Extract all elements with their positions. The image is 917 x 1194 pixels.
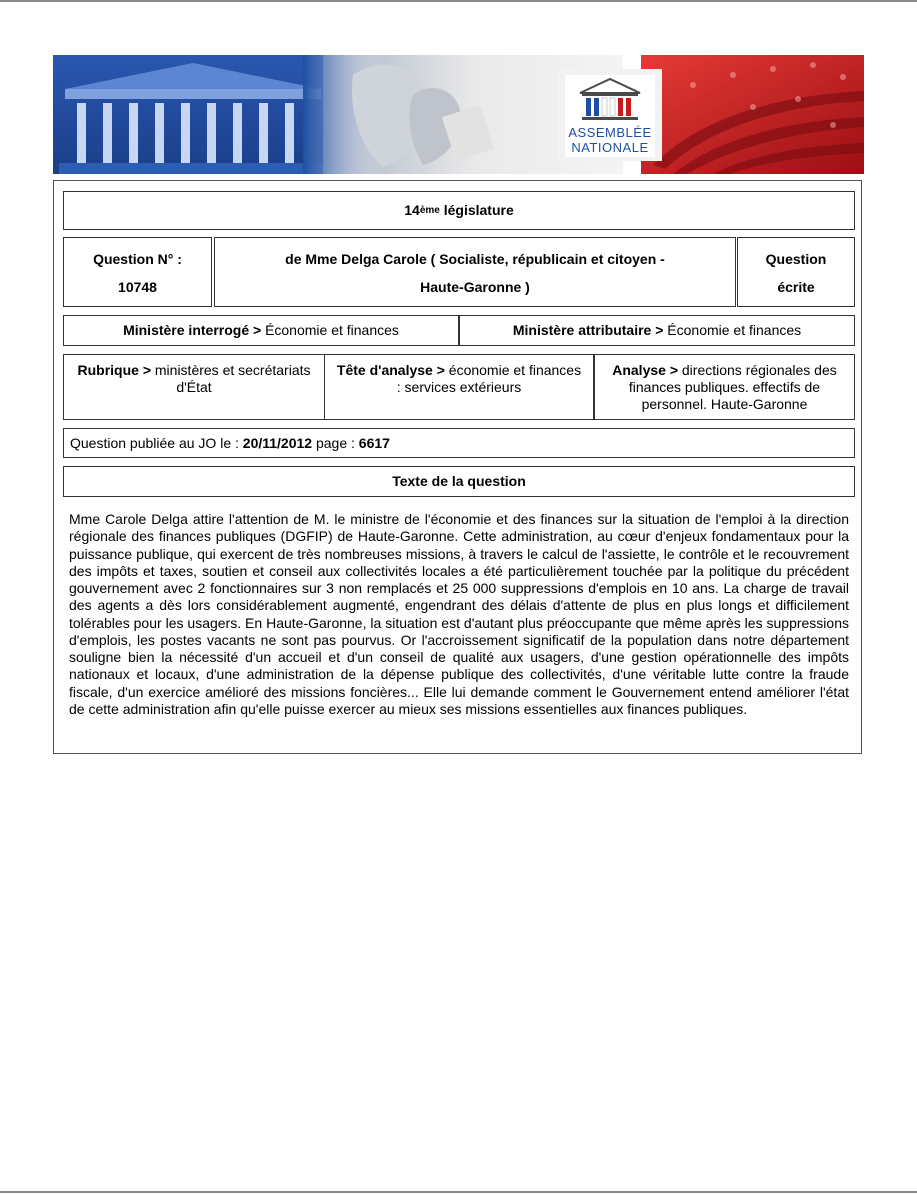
question-number-value: 10748 <box>118 279 157 295</box>
publication-prefix: Question publiée au JO le : <box>70 434 239 451</box>
rubrique-value: ministères et secrétariats d'État <box>154 362 311 395</box>
tete-analyse-box <box>324 354 594 420</box>
logo-text-line1: ASSEMBLÉE <box>568 125 652 140</box>
rubrique-box <box>63 354 325 420</box>
logo-text-line2: NATIONALE <box>571 140 649 155</box>
ministere-interroge-label: Ministère interrogé > <box>123 322 262 338</box>
question-type-box <box>737 237 855 307</box>
question-text-body: Mme Carole Delga attire l'attention de M. le ministre de l'économie et des finances sur la situation de l'emploi à la direction régionale des finances publiques (DGFIP) de Haute-Garonne. Cette administration, au cœur d'enjeux fondamentaux pour la puissance publique, qui exercent de très nombreuses missions, à travers le calcul de l'assiette, le contrôle et le recouvrement des impôts et taxes, soutien et conseil aux collectivités locales a été particulièrement touchée par la politique du précédent gouvernement avec 2 fonctionnaires sur 3 non remplacés et 25 000 suppressions d'emplois en 10 ans. La charge de travail des agents a dès lors considérablement augmenté, engendrant des délais d'attente de plus en plus longs et difficilement tolérables pour les usagers. En Haute-Garonne, la situation est d'autant plus préoccupante que même après les suppressions d'emplois, les postes vacants ne sont pas pourvus. Or l'accroissement significatif de la population dans notre département souligne bien la nécessité d'un accueil et d'un conseil de qualité aux usagers, d'une gestion opérationnelle des impôts nationaux et locaux, d'une administration de la dépense publique des collectivités, d'une véritable lutte contre la fraude fiscale, d'un exercice amélioré des missions foncières... Elle lui demande comment le Gouvernement entend améliorer l'état de cette administration afin qu'elle puisse exercer au mieux ses missions essentielles aux finances publiques. <box>69 511 849 717</box>
rubrique-label: Rubrique > <box>77 362 151 378</box>
question-number-box <box>63 237 212 307</box>
question-number-label: Question N° : <box>93 251 182 267</box>
top-rule <box>0 0 917 2</box>
publication-page-label: page : <box>315 434 355 451</box>
question-author-line2: Haute-Garonne ) <box>420 279 530 295</box>
analyse-box <box>594 354 855 420</box>
question-type-line2: écrite <box>777 279 815 295</box>
legislature-label: législature <box>443 202 514 218</box>
legislature-number: 14 <box>404 202 420 218</box>
publication-box <box>63 428 855 458</box>
tete-analyse-label: Tête d'analyse > <box>336 362 445 378</box>
question-text-heading: Texte de la question <box>63 466 855 497</box>
ministere-interroge-box <box>63 315 459 346</box>
assemblee-nationale-banner <box>53 55 864 174</box>
assemblee-nationale-logo <box>558 69 662 161</box>
ministere-attributaire-value: Économie et finances <box>667 322 802 338</box>
question-author-line1: de Mme Delga Carole ( Socialiste, républicain et citoyen - <box>285 251 665 267</box>
analyse-label: Analyse > <box>612 362 678 378</box>
ministere-interroge-value: Économie et finances <box>265 322 399 338</box>
tete-analyse-value: économie et finances : services extérieurs <box>396 362 582 395</box>
publication-page: 6617 <box>358 434 390 451</box>
question-type-line1: Question <box>765 251 827 267</box>
analyse-value: directions régionales des finances publiques. effectifs de personnel. Haute-Garonne <box>628 362 837 412</box>
question-frame <box>53 180 862 754</box>
publication-date: 20/11/2012 <box>242 434 313 451</box>
question-author-box <box>214 237 736 307</box>
legislature-box: 14 ème législature <box>63 191 855 230</box>
ministere-attributaire-box <box>459 315 855 346</box>
ministere-attributaire-label: Ministère attributaire > <box>512 322 664 338</box>
bottom-rule <box>0 1191 917 1193</box>
